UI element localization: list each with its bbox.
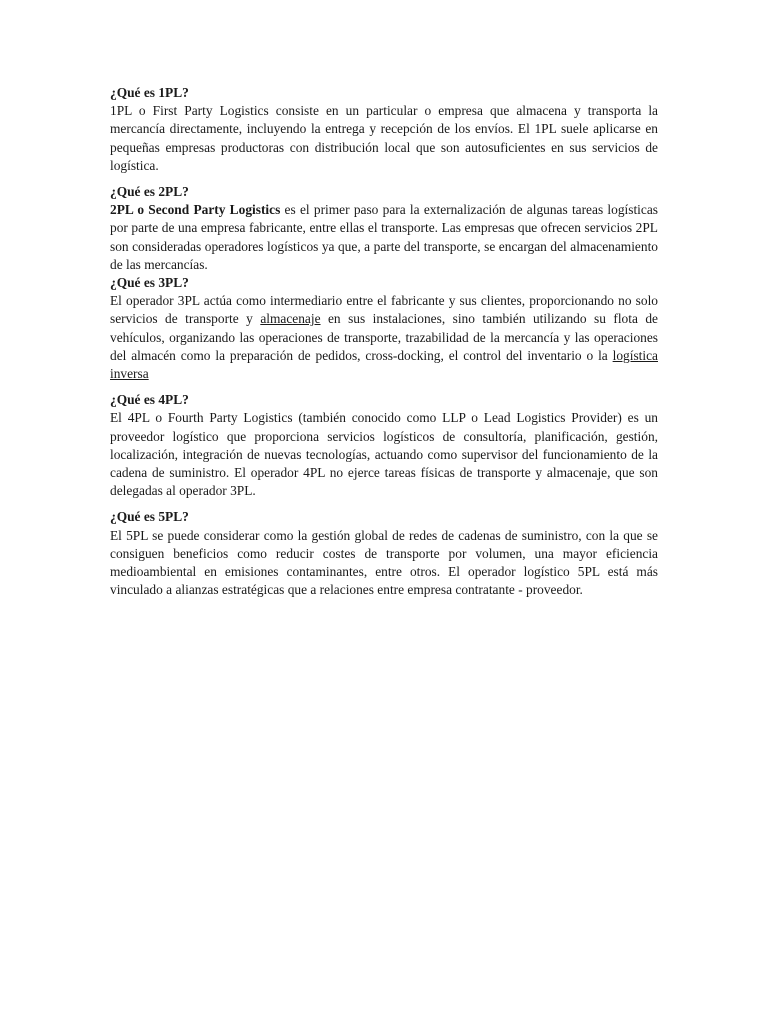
paragraph-3pl-text-2: en sus instalaciones, sino también utilizando su flota de vehículos, organizando las operaciones de transporte, trazabilidad de la mercancía y las operaciones del almacén como la preparación de pedidos, cross-docking, el control del inventario o la: [110, 311, 658, 363]
paragraph-3pl-text-1: El operador 3PL actúa como intermediario entre el fabricante y sus clientes, proporcionando no solo servicios de transporte y: [110, 293, 658, 327]
document-page: [110, 84, 658, 607]
heading-5pl: ¿Qué es 5PL?: [110, 509, 189, 525]
link-logistica-inversa[interactable]: logística inversa: [110, 347, 658, 382]
heading-1pl: ¿Qué es 1PL?: [110, 85, 189, 100]
paragraph-2pl: [110, 201, 658, 274]
paragraph-2pl-text: es el primer paso para la externalización de algunas tareas logísticas por parte de una empresa fabricante, entre ellas el transporte. Las empresas que ofrecen servicios 2PL son consideradas operadores logísticos ya que, a parte del transporte, se encargan del almacenamiento de las mercancías.: [110, 202, 658, 272]
section-2pl: [110, 183, 658, 274]
paragraph-5pl: El 5PL se puede considerar como la gestión global de redes de cadenas de suministro, con la que se consiguen beneficios como reducir costes de transporte por volumen, una mayor eficiencia medioambiental en emisiones contaminantes, entre otros. El operador logístico 5PL está más vinculado a alianzas estratégicas que a relaciones entre empresa contratante - proveedor.: [110, 527, 658, 598]
heading-2pl: ¿Qué es 2PL?: [110, 184, 189, 200]
paragraph-4pl: El 4PL o Fourth Party Logistics (también conocido como LLP o Lead Logistics Provider) es un proveedor logístico que proporciona servicios logísticos de consultoría, planificación, gestión, localización, integración de nuevas tecnologías, actuando como supervisor del funcionamiento de la cadena de suministro. El operador 4PL no ejerce tareas físicas de transporte y almacenaje, que son delegadas al operador 3PL.: [110, 410, 658, 499]
heading-4pl: ¿Qué es 4PL?: [110, 392, 189, 408]
section-5pl: [110, 508, 658, 599]
heading-3pl: ¿Qué es 3PL?: [110, 275, 189, 291]
bold-lead-2pl: 2PL o Second Party Logistics: [110, 202, 281, 218]
paragraph-3pl: [110, 292, 658, 383]
section-3pl: [110, 274, 658, 383]
section-1pl: [110, 84, 658, 175]
link-almacenaje[interactable]: almacenaje: [260, 311, 321, 327]
paragraph-1pl: 1PL o First Party Logistics consiste en un particular o empresa que almacena y transporta la mercancía directamente, incluyendo la entrega y recepción de los envíos. El 1PL suele aplicarse en pequeñas empresas productoras con distribución local que son autosuficientes en sus servicios de logística.: [110, 103, 658, 173]
section-4pl: [110, 391, 658, 500]
